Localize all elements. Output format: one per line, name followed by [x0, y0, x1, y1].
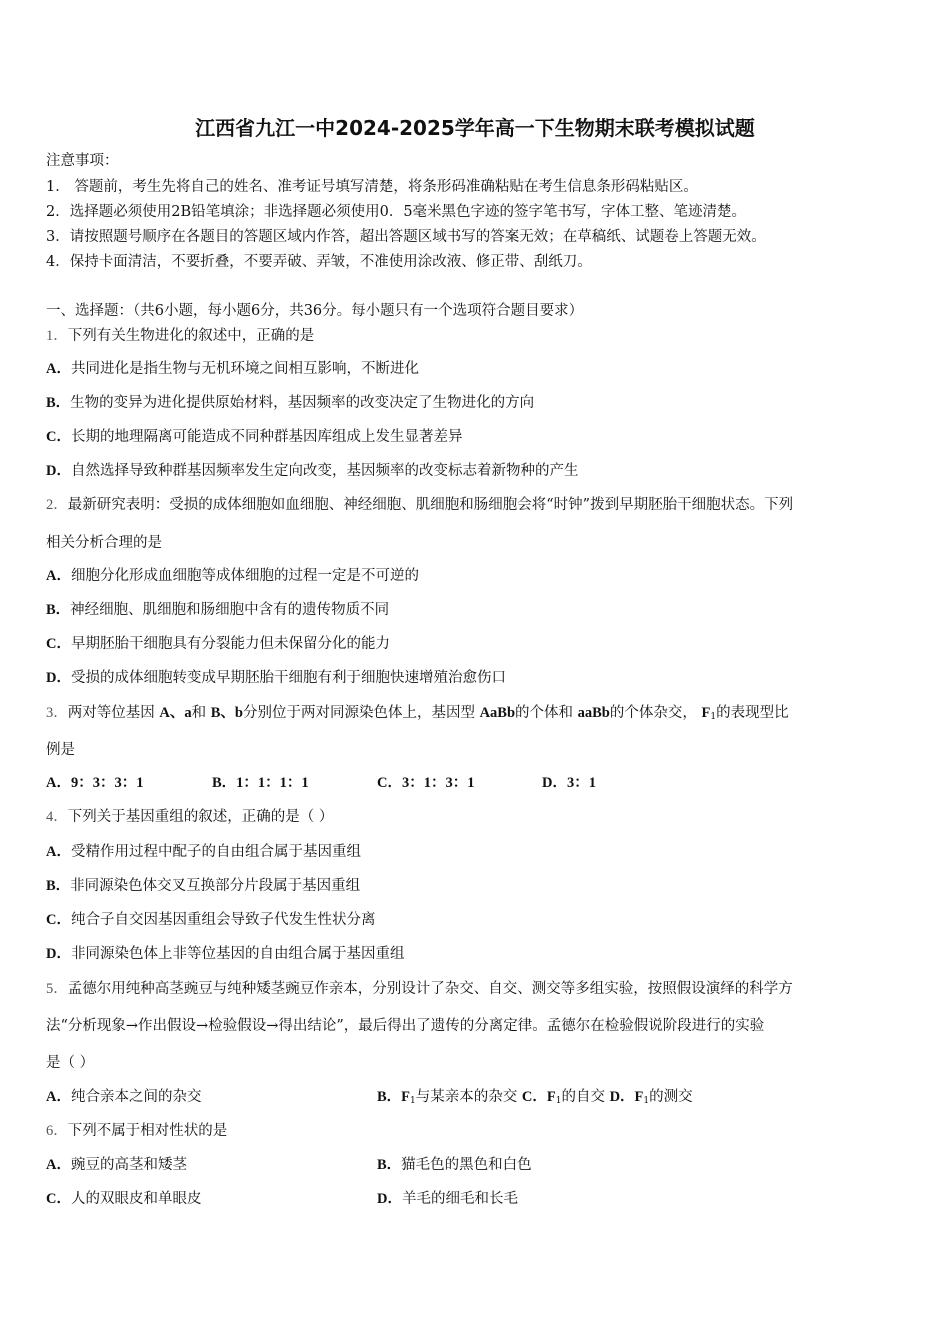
q2-option-d [46, 668, 506, 688]
notice-item: 1． 答题前，考生先将自己的姓名、准考证号填写清楚，将条形码准确粘贴在考生信息条形码粘贴区。 [46, 179, 698, 195]
option-text: 1：1：1：1 [236, 775, 309, 791]
option-text: 9：3：3：1 [70, 775, 144, 791]
q3-option-d [542, 773, 596, 793]
q3-option-b [212, 773, 309, 793]
option-label: D． [377, 1191, 402, 1207]
option-text: 共同进化是指生物与无机环境之间相互影响，不断进化 [70, 361, 419, 377]
option-text: 神经细胞、肌细胞和肠细胞中含有的遗传物质不同 [70, 602, 390, 618]
q4-option-c [46, 910, 375, 930]
question-number: 3． [46, 705, 68, 721]
option-label: C． [46, 429, 71, 445]
q1-option-c [46, 427, 462, 447]
option-text: 纯合亲本之间的杂交 [70, 1089, 202, 1105]
option-text: 受损的成体细胞转变成早期胚胎干细胞有利于细胞快速增殖治愈伤口 [70, 670, 506, 686]
generation-subscript: 1 [710, 712, 717, 722]
q6-option-c [46, 1189, 201, 1209]
generation-subscript: 1 [643, 1096, 650, 1106]
notice-item: 4．保持卡面清洁，不要折叠，不要弄破、弄皱，不准使用涂改液、修正带、刮纸刀。 [46, 254, 592, 270]
option-label: D． [609, 1089, 635, 1105]
option-text: 非同源染色体上非等位基因的自由组合属于基因重组 [70, 946, 405, 962]
q6-option-a [46, 1155, 187, 1175]
genotype-label: AaBb [479, 705, 516, 721]
option-label: C． [46, 912, 71, 928]
question-5-stem-cont: 是（ ） [46, 1055, 95, 1071]
gene-label: B、b [210, 705, 243, 721]
question-text: 下列有关生物进化的叙述中，正确的是 [67, 328, 315, 344]
option-label: B． [212, 775, 237, 791]
question-number: 1． [46, 328, 68, 344]
generation-label: F [701, 705, 711, 721]
option-label: A． [46, 775, 71, 791]
question-2-stem [46, 495, 793, 515]
option-text: 豌豆的高茎和矮茎 [70, 1157, 187, 1173]
option-label: D． [46, 463, 71, 479]
q6-option-d [377, 1189, 518, 1209]
gene-label: A、a [159, 705, 192, 721]
option-text: 非同源染色体交叉互换部分片段属于基因重组 [70, 878, 361, 894]
page-title: 江西省九江一中2024-2025学年高一下生物期末联考模拟试题 [195, 116, 755, 140]
question-text: 最新研究表明：受损的成体细胞如血细胞、神经细胞、肌细胞和肠细胞会将“时钟”拨到早期胚胎干细胞状态。下列 [67, 497, 794, 513]
question-text: 下列不属于相对性状的是 [67, 1123, 228, 1139]
section-heading: 一、选择题：（共6小题，每小题6分，共36分。每小题只有一个选项符合题目要求） [46, 303, 584, 319]
option-label: B． [377, 1089, 402, 1105]
option-label: B． [46, 395, 71, 411]
generation-subscript: 1 [555, 1096, 562, 1106]
q4-option-b [46, 876, 360, 896]
option-text: 自然选择导致种群基因频率发生定向改变，基因频率的改变标志着新物种的产生 [70, 463, 579, 479]
option-label: C． [46, 1191, 71, 1207]
option-text: 细胞分化形成血细胞等成体细胞的过程一定是不可逆的 [70, 568, 419, 584]
option-text: 的测交 [649, 1089, 693, 1105]
option-text: 3：1 [566, 775, 596, 791]
question-text: 的个体和 [515, 705, 574, 721]
option-label: A． [46, 361, 71, 377]
option-text: 的自交 [561, 1089, 605, 1105]
question-5-stem-cont: 法“分析现象→作出假设→检验假设→得出结论”，最后得出了遗传的分离定律。孟德尔在检验假说阶段进行的实验 [46, 1018, 765, 1034]
option-label: C． [521, 1089, 547, 1105]
q1-option-a [46, 359, 419, 379]
question-1-stem [46, 326, 314, 346]
option-label: B． [46, 878, 71, 894]
question-text: 下列关于基因重组的叙述，正确的是（ ） [67, 809, 334, 825]
option-label: A． [46, 1157, 71, 1173]
generation-subscript: 1 [410, 1096, 416, 1106]
question-text: 两对等位基因 [67, 705, 155, 721]
option-text: 早期胚胎干细胞具有分裂能力但未保留分化的能力 [70, 636, 390, 652]
question-number: 4． [46, 809, 68, 825]
question-number: 5． [46, 981, 68, 997]
question-3-stem [46, 703, 789, 727]
q2-option-a [46, 566, 419, 586]
option-text: 羊毛的细毛和长毛 [401, 1191, 518, 1207]
option-label: D． [46, 946, 71, 962]
q1-option-d [46, 461, 578, 481]
option-label: D． [542, 775, 567, 791]
q4-option-a [46, 842, 361, 862]
option-text: 纯合子自交因基因重组会导致子代发生性状分离 [70, 912, 376, 928]
question-6-stem [46, 1121, 227, 1141]
question-text: 的表现型比 [716, 705, 789, 721]
q2-option-b [46, 600, 389, 620]
genotype-label: aaBb [577, 705, 610, 721]
q5-options-bcd [377, 1087, 693, 1111]
q4-option-d [46, 944, 404, 964]
q2-option-c [46, 634, 390, 654]
question-2-stem-cont: 相关分析合理的是 [46, 535, 162, 551]
question-text: 分别位于两对同源染色体上，基因型 [242, 705, 475, 721]
option-text: 与某亲本的杂交 [415, 1089, 518, 1105]
option-text: 生物的变异为进化提供原始材料，基因频率的改变决定了生物进化的方向 [70, 395, 535, 411]
q3-option-c [377, 773, 474, 793]
option-label: C． [377, 775, 402, 791]
generation-label: F [634, 1089, 644, 1105]
question-5-stem [46, 979, 793, 999]
generation-label: F [546, 1089, 556, 1105]
option-text: 猫毛色的黑色和白色 [401, 1157, 532, 1173]
question-text: 孟德尔用纯种高茎豌豆与纯种矮茎豌豆作亲本，分别设计了杂交、自交、测交等多组实验，按照假设演绎的科学方 [67, 981, 793, 997]
option-label: A． [46, 844, 71, 860]
q5-option-a [46, 1087, 201, 1107]
notice-item: 3．请按照题号顺序在各题目的答题区域内作答，超出答题区域书写的答案无效；在草稿纸、试题卷上答题无效。 [46, 229, 766, 245]
question-4-stem [46, 807, 333, 827]
notice-heading: 注意事项： [46, 153, 119, 169]
q6-option-b [377, 1155, 532, 1175]
option-text: 受精作用过程中配子的自由组合属于基因重组 [70, 844, 361, 860]
notice-item: 2．选择题必须使用2B铅笔填涂；非选择题必须使用0．5毫米黑色字迹的签字笔书写，字体工整、笔迹清楚。 [46, 204, 747, 220]
option-label: A． [46, 568, 71, 584]
option-text: 长期的地理隔离可能造成不同种群基因库组成上发生显著差异 [70, 429, 463, 445]
question-number: 6． [46, 1123, 68, 1139]
generation-label: F [401, 1089, 411, 1105]
question-text: 的个体杂交， [609, 705, 697, 721]
option-label: C． [46, 636, 71, 652]
option-label: A． [46, 1089, 71, 1105]
option-label: D． [46, 670, 71, 686]
question-text: 和 [191, 705, 207, 721]
option-text: 人的双眼皮和单眼皮 [70, 1191, 202, 1207]
question-3-stem-cont: 例是 [46, 742, 75, 758]
question-number: 2． [46, 497, 68, 513]
option-label: B． [377, 1157, 402, 1173]
option-label: B． [46, 602, 71, 618]
option-text: 3：1：3：1 [401, 775, 475, 791]
q3-option-a [46, 773, 143, 793]
q1-option-b [46, 393, 534, 413]
